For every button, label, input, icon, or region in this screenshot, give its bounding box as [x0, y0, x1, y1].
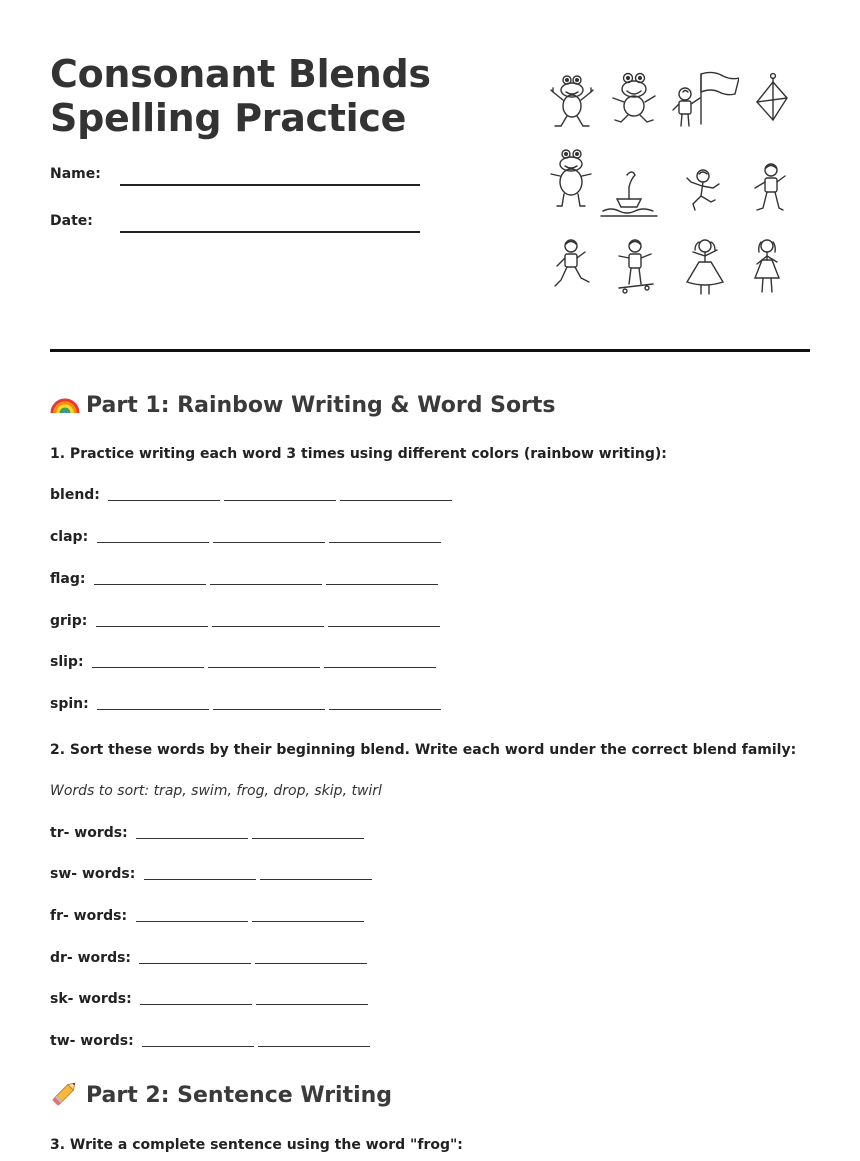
practice-row-grip: [50, 613, 440, 633]
sort-word-list: Words to sort: trap, swim, frog, drop, skip, twirl: [50, 783, 382, 799]
child-with-flag-icon: [669, 68, 739, 133]
date-line[interactable]: [120, 231, 420, 233]
blend-family-label: tw- words:: [50, 1033, 134, 1049]
answer-blank[interactable]: [210, 584, 322, 585]
answer-blank[interactable]: [260, 879, 372, 880]
answer-blank[interactable]: [256, 1004, 368, 1005]
title-line-2: Spelling Practice: [50, 96, 407, 140]
frog-icon: [607, 68, 662, 133]
practice-word: flag:: [50, 571, 86, 587]
answer-blank[interactable]: [94, 584, 206, 585]
skateboard-child-icon: [609, 236, 664, 301]
sort-row-sw: [50, 866, 372, 886]
answer-blank[interactable]: [208, 667, 320, 668]
answer-blank[interactable]: [329, 542, 441, 543]
name-line[interactable]: [120, 184, 420, 186]
date-label: Date:: [50, 213, 93, 229]
sort-row-fr: [50, 908, 364, 928]
answer-blank[interactable]: [96, 626, 208, 627]
pencil-icon: [50, 1079, 80, 1107]
answer-blank[interactable]: [324, 667, 436, 668]
worksheet-title: [50, 52, 431, 140]
blend-family-label: tr- words:: [50, 825, 128, 841]
answer-blank[interactable]: [97, 542, 209, 543]
part1-heading: [50, 389, 556, 421]
title-line-1: Consonant Blends: [50, 52, 431, 96]
practice-row-blend: [50, 487, 452, 507]
practice-row-clap: [50, 529, 441, 549]
sort-row-dr: [50, 950, 367, 970]
walking-child-icon: [743, 160, 798, 225]
answer-blank[interactable]: [136, 838, 248, 839]
answer-blank[interactable]: [92, 667, 204, 668]
name-label: Name:: [50, 166, 101, 182]
answer-blank[interactable]: [136, 921, 248, 922]
running-child-icon: [547, 236, 602, 301]
answer-blank[interactable]: [329, 709, 441, 710]
answer-blank[interactable]: [326, 584, 438, 585]
answer-blank[interactable]: [252, 921, 364, 922]
answer-blank[interactable]: [252, 838, 364, 839]
practice-word: spin:: [50, 696, 89, 712]
sort-row-tr: [50, 825, 364, 845]
sort-row-sk: [50, 991, 368, 1011]
blend-family-label: sk- words:: [50, 991, 132, 1007]
answer-blank[interactable]: [140, 1004, 252, 1005]
practice-word: grip:: [50, 613, 88, 629]
answer-blank[interactable]: [139, 963, 251, 964]
rainbow-icon: [50, 389, 80, 417]
frog-icon: [545, 68, 600, 133]
answer-blank[interactable]: [213, 542, 325, 543]
part2-heading-text: Part 2: Sentence Writing: [86, 1083, 393, 1108]
practice-row-slip: [50, 654, 436, 674]
question-3: 3. Write a complete sentence using the word "frog":: [50, 1137, 463, 1153]
answer-blank[interactable]: [108, 500, 220, 501]
sort-row-tw: [50, 1033, 370, 1053]
girl-icon: [741, 236, 796, 301]
illustration-grid: [545, 60, 800, 310]
boat-icon: [599, 160, 659, 225]
part1-heading-text: Part 1: Rainbow Writing & Word Sorts: [86, 393, 556, 418]
blend-family-label: sw- words:: [50, 866, 136, 882]
practice-word: blend:: [50, 487, 100, 503]
part2-heading: [50, 1079, 392, 1111]
date-field[interactable]: [50, 213, 430, 237]
answer-blank[interactable]: [258, 1046, 370, 1047]
practice-word: slip:: [50, 654, 84, 670]
blend-family-label: fr- words:: [50, 908, 128, 924]
answer-blank[interactable]: [340, 500, 452, 501]
answer-blank[interactable]: [328, 626, 440, 627]
question-2: 2. Sort these words by their beginning blend. Write each word under the correct blend family:: [50, 742, 797, 758]
answer-blank[interactable]: [97, 709, 209, 710]
answer-blank[interactable]: [213, 709, 325, 710]
blend-family-label: dr- words:: [50, 950, 132, 966]
practice-word: clap:: [50, 529, 89, 545]
kite-icon: [745, 68, 800, 133]
practice-row-flag: [50, 571, 438, 591]
question-1: 1. Practice writing each word 3 times using different colors (rainbow writing):: [50, 446, 667, 462]
name-field[interactable]: [50, 166, 430, 190]
frog-icon: [545, 148, 600, 213]
answer-blank[interactable]: [144, 879, 256, 880]
running-child-icon: [675, 160, 730, 225]
twirling-girl-icon: [677, 236, 732, 301]
answer-blank[interactable]: [255, 963, 367, 964]
answer-blank[interactable]: [142, 1046, 254, 1047]
answer-blank[interactable]: [224, 500, 336, 501]
answer-blank[interactable]: [212, 626, 324, 627]
header-divider: [50, 349, 810, 352]
practice-row-spin: [50, 696, 441, 716]
